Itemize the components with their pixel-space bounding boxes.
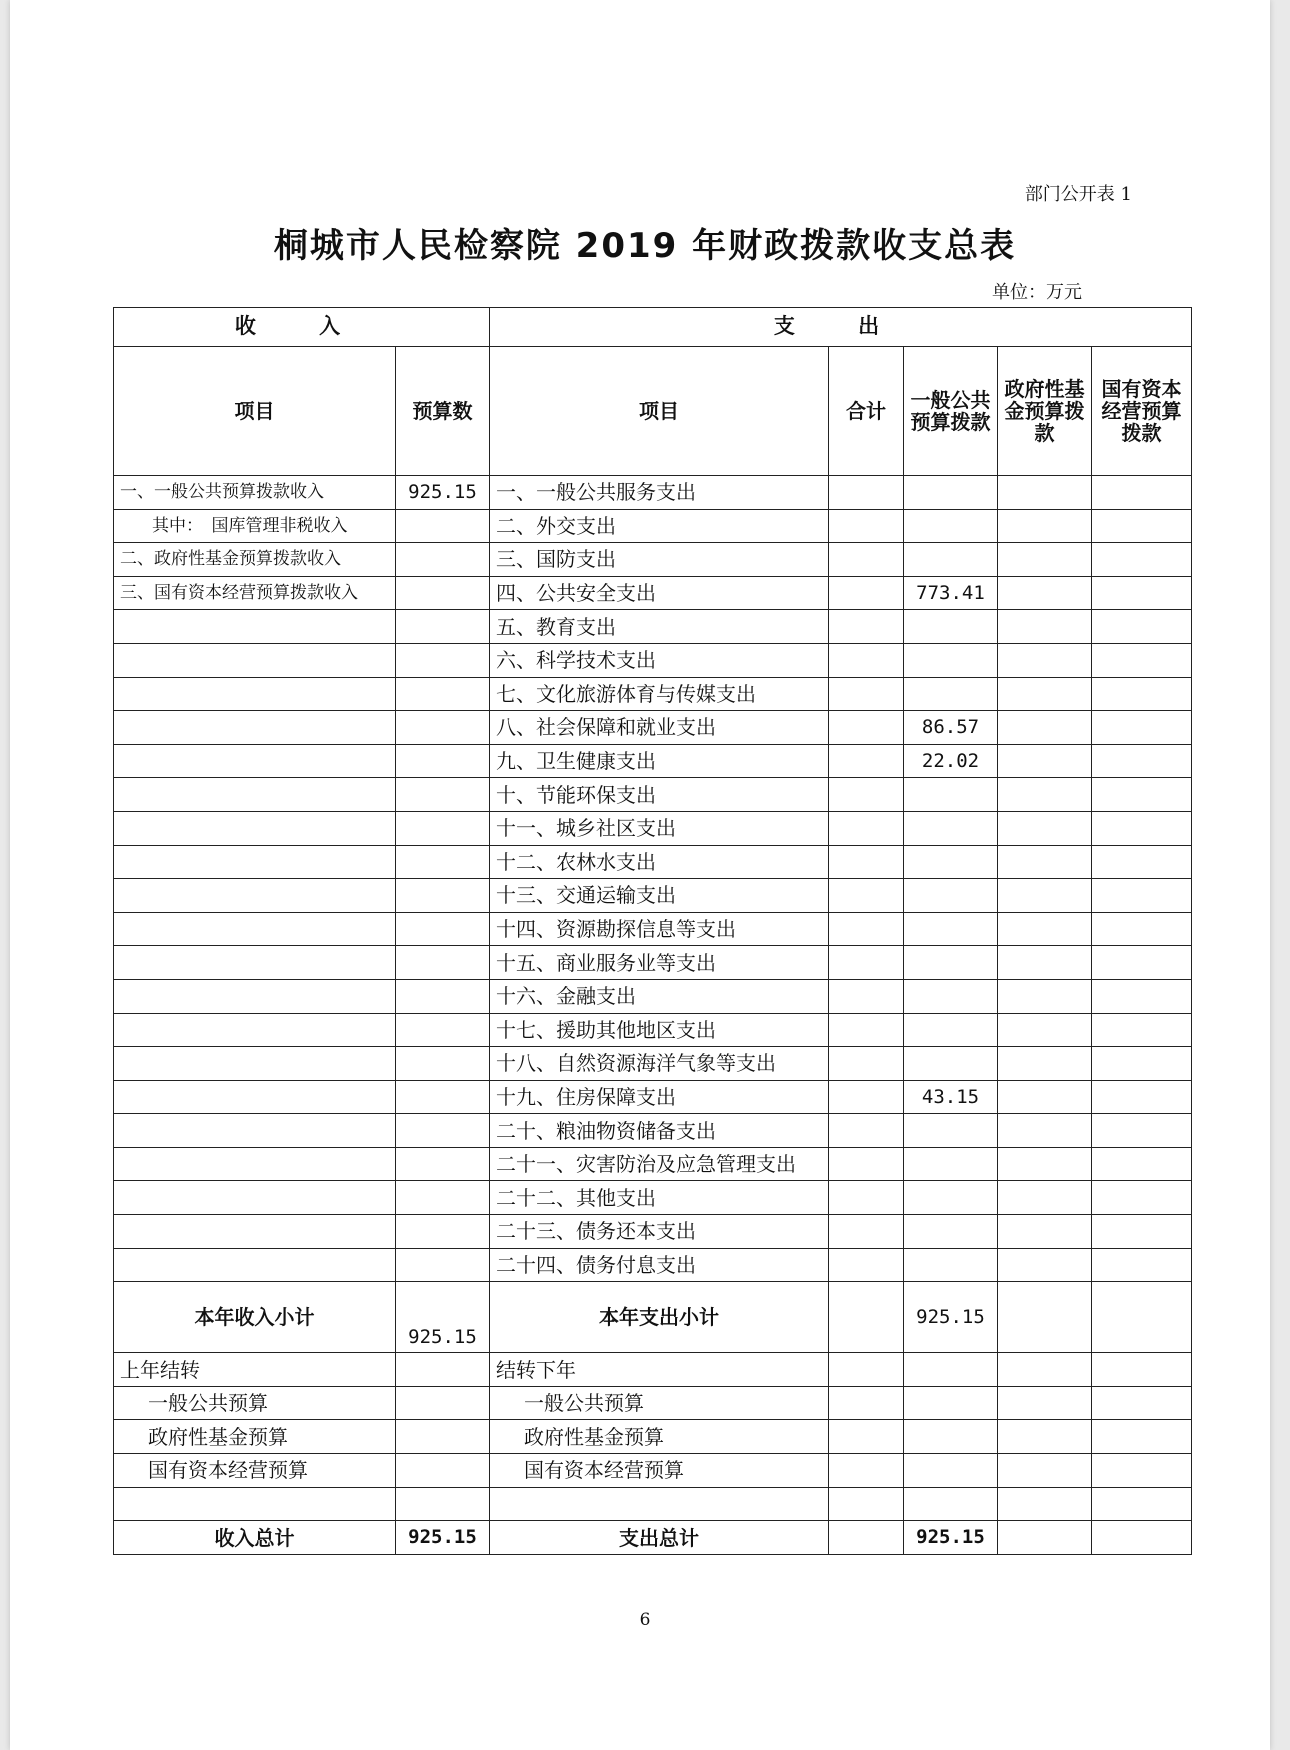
expense-total-cell: [829, 543, 904, 577]
expense-general-cell: [904, 1181, 998, 1215]
income-budget-cell: [396, 811, 490, 845]
expense-total-cell: [829, 610, 904, 644]
finance-summary-table: [113, 307, 1192, 1555]
income-budget-cell: [396, 1047, 490, 1081]
expense-grand-total: [829, 1521, 904, 1555]
expense-item-cell: 十五、商业服务业等支出: [490, 946, 829, 980]
expense-header: 支 出: [490, 308, 1192, 347]
income-item-cell: [114, 1080, 396, 1114]
income-budget-cell: [396, 711, 490, 745]
income-item-cell: 三、国有资本经营预算拨款收入: [114, 576, 396, 610]
expense-item-cell: 十八、自然资源海洋气象等支出: [490, 1047, 829, 1081]
expense-general-cell: [904, 1215, 998, 1249]
expense-subtotal-general: 925.15: [904, 1282, 998, 1353]
expense-state-cell: [1092, 1215, 1192, 1249]
carry-row: [114, 1487, 1192, 1521]
income-item-cell: [114, 979, 396, 1013]
expense-state-cell: [1092, 1181, 1192, 1215]
carry-expense-item: 结转下年: [490, 1353, 829, 1387]
expense-item-cell: 十二、农林水支出: [490, 845, 829, 879]
expense-general-cell: [904, 643, 998, 677]
carry-fund: [998, 1454, 1092, 1488]
expense-general-cell: [904, 610, 998, 644]
table-row: [114, 509, 1192, 543]
income-item-cell: [114, 845, 396, 879]
expense-fund-cell: [998, 912, 1092, 946]
expense-item-header: 项目: [490, 347, 829, 476]
expense-fund-cell: [998, 744, 1092, 778]
carry-total: [829, 1353, 904, 1387]
table-row: [114, 1181, 1192, 1215]
expense-subtotal-label: 本年支出小计: [490, 1282, 829, 1353]
expense-total-cell: [829, 879, 904, 913]
expense-general-cell: [904, 1047, 998, 1081]
expense-total-cell: [829, 1181, 904, 1215]
expense-fund-cell: [998, 476, 1092, 510]
expense-total-cell: [829, 778, 904, 812]
expense-item-cell: 二十三、债务还本支出: [490, 1215, 829, 1249]
header-column-row: [114, 347, 1192, 476]
table-row: [114, 1080, 1192, 1114]
expense-fund-cell: [998, 845, 1092, 879]
expense-fund-cell: [998, 1181, 1092, 1215]
expense-subtotal-state: [1092, 1282, 1192, 1353]
carry-income-value: [396, 1420, 490, 1454]
expense-total-general: 925.15: [904, 1521, 998, 1555]
carry-fund: [998, 1386, 1092, 1420]
expense-item-cell: 十一、城乡社区支出: [490, 811, 829, 845]
fund-budget-header: 政府性基金预算拨款: [998, 347, 1092, 476]
expense-subtotal-total: [829, 1282, 904, 1353]
expense-item-cell: 二十一、灾害防治及应急管理支出: [490, 1147, 829, 1181]
expense-state-cell: [1092, 1047, 1192, 1081]
expense-item-cell: 十、节能环保支出: [490, 778, 829, 812]
income-budget-cell: [396, 576, 490, 610]
total-header: 合计: [829, 347, 904, 476]
expense-item-cell: 十九、住房保障支出: [490, 1080, 829, 1114]
carry-income-value: [396, 1454, 490, 1488]
income-item-cell: [114, 778, 396, 812]
table-row: [114, 811, 1192, 845]
expense-total-cell: [829, 744, 904, 778]
expense-total-cell: [829, 912, 904, 946]
income-item-cell: [114, 1047, 396, 1081]
income-budget-cell: [396, 879, 490, 913]
income-item-cell: [114, 1248, 396, 1282]
page-number: 6: [639, 1610, 651, 1630]
income-item-cell: [114, 946, 396, 980]
expense-total-cell: [829, 476, 904, 510]
expense-total-cell: [829, 1215, 904, 1249]
income-item-cell: [114, 1013, 396, 1047]
expense-general-cell: [904, 845, 998, 879]
income-budget-cell: [396, 1215, 490, 1249]
table-row: [114, 711, 1192, 745]
expense-item-cell: 十四、资源勘探信息等支出: [490, 912, 829, 946]
expense-fund-cell: [998, 543, 1092, 577]
table-row: [114, 476, 1192, 510]
expense-state-cell: [1092, 1114, 1192, 1148]
income-item-cell: [114, 677, 396, 711]
carry-general: [904, 1353, 998, 1387]
table-number: 部门公开表 1: [1024, 184, 1132, 205]
table-row: [114, 1147, 1192, 1181]
carry-general: [904, 1487, 998, 1521]
income-budget-cell: [396, 1147, 490, 1181]
carry-expense-item: 国有资本经营预算: [490, 1454, 829, 1488]
budget-header: 预算数: [396, 347, 490, 476]
expense-total-cell: [829, 946, 904, 980]
income-budget-cell: [396, 643, 490, 677]
expense-state-cell: [1092, 778, 1192, 812]
carry-fund: [998, 1487, 1092, 1521]
carry-income-value: [396, 1487, 490, 1521]
income-budget-cell: [396, 912, 490, 946]
expense-total-fund: [998, 1521, 1092, 1555]
income-budget-cell: [396, 979, 490, 1013]
income-item-cell: [114, 811, 396, 845]
expense-general-cell: [904, 778, 998, 812]
income-budget-cell: [396, 778, 490, 812]
expense-total-cell: [829, 845, 904, 879]
expense-total-cell: [829, 1248, 904, 1282]
expense-item-cell: 五、教育支出: [490, 610, 829, 644]
carry-expense-item: 一般公共预算: [490, 1386, 829, 1420]
expense-general-cell: 773.41: [904, 576, 998, 610]
expense-item-cell: 二十二、其他支出: [490, 1181, 829, 1215]
expense-item-cell: 十七、援助其他地区支出: [490, 1013, 829, 1047]
carry-expense-item: 政府性基金预算: [490, 1420, 829, 1454]
expense-state-cell: [1092, 811, 1192, 845]
expense-fund-cell: [998, 1047, 1092, 1081]
expense-total-state: [1092, 1521, 1192, 1555]
income-budget-cell: [396, 509, 490, 543]
expense-state-cell: [1092, 879, 1192, 913]
expense-general-cell: [904, 1114, 998, 1148]
carry-income-item: 上年结转: [114, 1353, 396, 1387]
expense-item-cell: 八、社会保障和就业支出: [490, 711, 829, 745]
expense-fund-cell: [998, 946, 1092, 980]
income-item-cell: 二、政府性基金预算拨款收入: [114, 543, 396, 577]
income-subtotal-label: 本年收入小计: [114, 1282, 396, 1353]
income-budget-cell: [396, 946, 490, 980]
expense-fund-cell: [998, 1114, 1092, 1148]
expense-fund-cell: [998, 509, 1092, 543]
carry-state: [1092, 1353, 1192, 1387]
carry-total: [829, 1454, 904, 1488]
expense-fund-cell: [998, 811, 1092, 845]
income-item-cell: [114, 610, 396, 644]
income-budget-cell: 925.15: [396, 476, 490, 510]
carry-income-item: 一般公共预算: [114, 1386, 396, 1420]
expense-fund-cell: [998, 778, 1092, 812]
expense-total-cell: [829, 1114, 904, 1148]
carry-row: [114, 1454, 1192, 1488]
expense-total-label: 支出总计: [490, 1521, 829, 1555]
expense-item-cell: 一、一般公共服务支出: [490, 476, 829, 510]
income-budget-cell: [396, 543, 490, 577]
expense-fund-cell: [998, 879, 1092, 913]
carry-general: [904, 1420, 998, 1454]
carry-row: [114, 1353, 1192, 1387]
expense-state-cell: [1092, 979, 1192, 1013]
income-item-cell: [114, 744, 396, 778]
income-budget-cell: [396, 744, 490, 778]
carry-income-item: 国有资本经营预算: [114, 1454, 396, 1488]
expense-state-cell: [1092, 677, 1192, 711]
table-row: [114, 1114, 1192, 1148]
carry-state: [1092, 1420, 1192, 1454]
expense-total-cell: [829, 811, 904, 845]
expense-state-cell: [1092, 643, 1192, 677]
table-row: [114, 912, 1192, 946]
expense-state-cell: [1092, 576, 1192, 610]
carry-row: [114, 1420, 1192, 1454]
income-item-header: 项目: [114, 347, 396, 476]
expense-item-cell: 十三、交通运输支出: [490, 879, 829, 913]
expense-general-cell: [904, 476, 998, 510]
expense-total-cell: [829, 1147, 904, 1181]
carry-state: [1092, 1386, 1192, 1420]
expense-subtotal-fund: [998, 1282, 1092, 1353]
table-row: [114, 946, 1192, 980]
expense-state-cell: [1092, 912, 1192, 946]
table-row: [114, 677, 1192, 711]
expense-fund-cell: [998, 979, 1092, 1013]
income-budget-cell: [396, 845, 490, 879]
income-subtotal-value: 925.15: [396, 1282, 490, 1353]
carry-total: [829, 1420, 904, 1454]
expense-item-cell: 七、文化旅游体育与传媒支出: [490, 677, 829, 711]
expense-state-cell: [1092, 543, 1192, 577]
expense-fund-cell: [998, 1080, 1092, 1114]
income-item-cell: [114, 1215, 396, 1249]
expense-total-cell: [829, 1047, 904, 1081]
expense-state-cell: [1092, 711, 1192, 745]
expense-fund-cell: [998, 1147, 1092, 1181]
table-row: [114, 543, 1192, 577]
expense-total-cell: [829, 1080, 904, 1114]
state-capital-header: 国有资本经营预算拨款: [1092, 347, 1192, 476]
expense-fund-cell: [998, 711, 1092, 745]
income-budget-cell: [396, 1181, 490, 1215]
expense-fund-cell: [998, 643, 1092, 677]
carry-income-value: [396, 1353, 490, 1387]
expense-general-cell: [904, 912, 998, 946]
expense-total-cell: [829, 509, 904, 543]
table-row: [114, 1013, 1192, 1047]
page-title: 桐城市人民检察院 2019 年财政拨款收支总表: [273, 226, 1017, 266]
expense-total-cell: [829, 677, 904, 711]
carry-income-value: [396, 1386, 490, 1420]
income-item-cell: 其中： 国库管理非税收入: [114, 509, 396, 543]
expense-general-cell: [904, 677, 998, 711]
table-row: [114, 845, 1192, 879]
income-item-cell: [114, 1114, 396, 1148]
expense-item-cell: 六、科学技术支出: [490, 643, 829, 677]
income-item-cell: 一、一般公共预算拨款收入: [114, 476, 396, 510]
table-row: [114, 744, 1192, 778]
expense-state-cell: [1092, 1080, 1192, 1114]
expense-general-cell: [904, 509, 998, 543]
table-row: [114, 879, 1192, 913]
income-header: 收 入: [114, 308, 490, 347]
header-top-row: [114, 308, 1192, 347]
expense-general-cell: 22.02: [904, 744, 998, 778]
table-row: [114, 979, 1192, 1013]
carry-fund: [998, 1420, 1092, 1454]
income-total-value: 925.15: [396, 1521, 490, 1555]
expense-general-cell: 43.15: [904, 1080, 998, 1114]
income-budget-cell: [396, 1114, 490, 1148]
table-row: [114, 1215, 1192, 1249]
expense-item-cell: 九、卫生健康支出: [490, 744, 829, 778]
unit-label: 单位：万元: [992, 282, 1082, 303]
income-item-cell: [114, 1147, 396, 1181]
expense-fund-cell: [998, 677, 1092, 711]
expense-total-cell: [829, 979, 904, 1013]
expense-item-cell: 二、外交支出: [490, 509, 829, 543]
expense-fund-cell: [998, 576, 1092, 610]
expense-general-cell: [904, 979, 998, 1013]
table-row: [114, 610, 1192, 644]
carry-income-item: 政府性基金预算: [114, 1420, 396, 1454]
expense-general-cell: [904, 1147, 998, 1181]
subtotal-row: [114, 1282, 1192, 1353]
income-budget-cell: [396, 610, 490, 644]
table-row: [114, 576, 1192, 610]
expense-state-cell: [1092, 1013, 1192, 1047]
expense-item-cell: 二十四、债务付息支出: [490, 1248, 829, 1282]
income-budget-cell: [396, 1080, 490, 1114]
table-row: [114, 643, 1192, 677]
carry-fund: [998, 1353, 1092, 1387]
expense-general-cell: 86.57: [904, 711, 998, 745]
expense-state-cell: [1092, 1147, 1192, 1181]
expense-fund-cell: [998, 1248, 1092, 1282]
expense-item-cell: 三、国防支出: [490, 543, 829, 577]
expense-general-cell: [904, 1248, 998, 1282]
expense-general-cell: [904, 946, 998, 980]
table-row: [114, 1248, 1192, 1282]
carry-total: [829, 1487, 904, 1521]
income-item-cell: [114, 879, 396, 913]
expense-state-cell: [1092, 1248, 1192, 1282]
expense-state-cell: [1092, 509, 1192, 543]
expense-total-cell: [829, 711, 904, 745]
carry-state: [1092, 1454, 1192, 1488]
expense-general-cell: [904, 879, 998, 913]
expense-state-cell: [1092, 946, 1192, 980]
carry-income-item: [114, 1487, 396, 1521]
income-total-label: 收入总计: [114, 1521, 396, 1555]
expense-total-cell: [829, 576, 904, 610]
expense-general-cell: [904, 811, 998, 845]
carry-total: [829, 1386, 904, 1420]
income-item-cell: [114, 912, 396, 946]
expense-item-cell: 二十、粮油物资储备支出: [490, 1114, 829, 1148]
carry-general: [904, 1386, 998, 1420]
expense-item-cell: 十六、金融支出: [490, 979, 829, 1013]
income-budget-cell: [396, 677, 490, 711]
expense-total-cell: [829, 1013, 904, 1047]
expense-general-cell: [904, 1013, 998, 1047]
table-row: [114, 1047, 1192, 1081]
expense-fund-cell: [998, 610, 1092, 644]
carry-expense-item: [490, 1487, 829, 1521]
expense-fund-cell: [998, 1215, 1092, 1249]
carry-state: [1092, 1487, 1192, 1521]
table-row: [114, 778, 1192, 812]
carry-row: [114, 1386, 1192, 1420]
expense-state-cell: [1092, 610, 1192, 644]
expense-general-cell: [904, 543, 998, 577]
expense-state-cell: [1092, 476, 1192, 510]
expense-item-cell: 四、公共安全支出: [490, 576, 829, 610]
expense-total-cell: [829, 643, 904, 677]
income-item-cell: [114, 1181, 396, 1215]
carry-general: [904, 1454, 998, 1488]
expense-state-cell: [1092, 744, 1192, 778]
expense-fund-cell: [998, 1013, 1092, 1047]
expense-state-cell: [1092, 845, 1192, 879]
income-budget-cell: [396, 1248, 490, 1282]
income-item-cell: [114, 643, 396, 677]
grand-total-row: [114, 1521, 1192, 1555]
income-item-cell: [114, 711, 396, 745]
income-budget-cell: [396, 1013, 490, 1047]
general-budget-header: 一般公共预算拨款: [904, 347, 998, 476]
